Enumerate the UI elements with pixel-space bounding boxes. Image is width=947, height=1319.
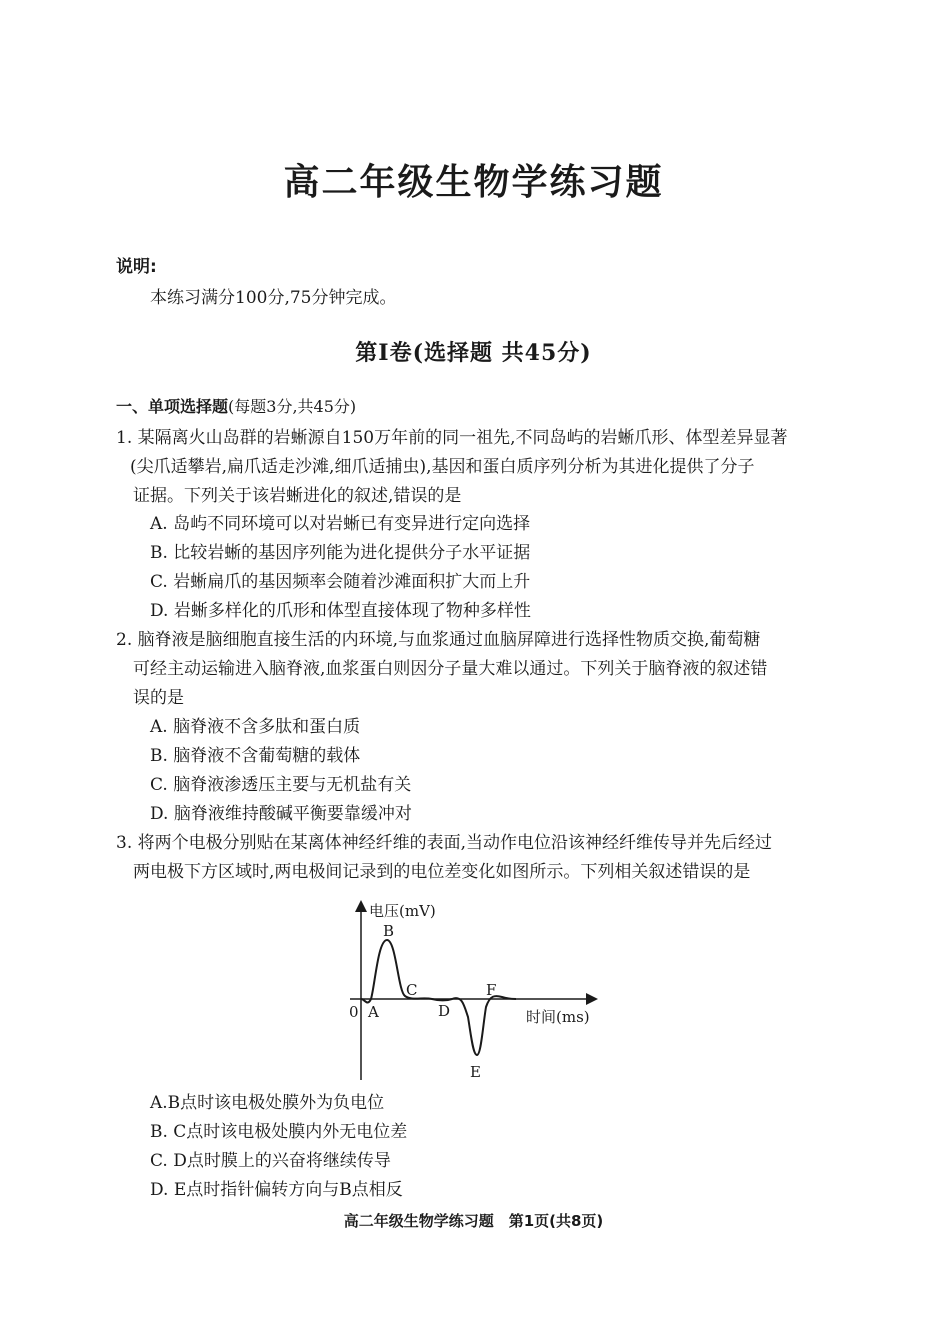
question-3-option-a: A.B点时该电极处膜外为负电位: [150, 1093, 385, 1113]
question-1-option-b: B. 比较岩蜥的基因序列能为进化提供分子水平证据: [150, 543, 531, 563]
page-footer: 高二年级生物学练习题 第1页(共8页): [343, 1212, 604, 1230]
point-b-label: B: [383, 922, 395, 940]
question-2-option-b: B. 脑脊液不含葡萄糖的载体: [150, 746, 361, 766]
question-2-line-2: 可经主动运输进入脑脊液,血浆蛋白则因分子量大难以通过。下列关于脑脊液的叙述错: [133, 659, 768, 679]
question-1-option-a: A. 岛屿不同环境可以对岩蜥已有变异进行定向选择: [150, 514, 531, 534]
part-heading: [116, 394, 356, 417]
question-2-option-c: C. 脑脊液渗透压主要与无机盐有关: [150, 775, 412, 795]
question-2-option-a: A. 脑脊液不含多肽和蛋白质: [150, 717, 361, 737]
question-2-option-d: D. 脑脊液维持酸碱平衡要靠缓冲对: [150, 804, 412, 824]
point-e-label: E: [470, 1063, 481, 1081]
part-label: 一、单项选择题: [116, 397, 229, 416]
x-axis-label: 时间(ms): [526, 1008, 590, 1026]
part-detail: (每题3分,共45分): [228, 397, 357, 416]
note-label: 说明:: [116, 257, 157, 277]
point-d-label: D: [438, 1002, 451, 1020]
point-c-label: C: [406, 981, 418, 999]
question-3-option-c: C. D点时膜上的兴奋将继续传导: [150, 1151, 391, 1171]
section-title: 第Ⅰ卷(选择题 共45分): [355, 340, 592, 366]
question-1-option-d: D. 岩蜥多样化的爪形和体型直接体现了物种多样性: [150, 601, 531, 621]
point-a-label: A: [368, 1003, 379, 1021]
point-f-label: F: [486, 981, 497, 999]
potential-curve-figure: [340, 895, 610, 1085]
question-1-option-c: C. 岩蜥扁爪的基因频率会随着沙滩面积扩大而上升: [150, 572, 531, 592]
question-1-line-3: 证据。下列关于该岩蜥进化的叙述,错误的是: [133, 486, 462, 506]
question-1-line-1: 1. 某隔离火山岛群的岩蜥源自150万年前的同一祖先,不同岛屿的岩蜥爪形、体型差异显著: [116, 428, 788, 448]
y-axis-label: 电压(mV): [369, 902, 436, 920]
question-3-line-2: 两电极下方区域时,两电极间记录到的电位差变化如图所示。下列相关叙述错误的是: [133, 862, 751, 882]
origin-label: 0: [349, 1003, 359, 1021]
question-3-option-d: D. E点时指针偏转方向与B点相反: [150, 1180, 403, 1200]
question-3-line-1: 3. 将两个电极分别贴在某离体神经纤维的表面,当动作电位沿该神经纤维传导并先后经过: [116, 833, 773, 853]
question-2-line-3: 误的是: [133, 688, 184, 708]
question-3-option-b: B. C点时该电极处膜内外无电位差: [150, 1122, 408, 1142]
page-title: 高二年级生物学练习题: [283, 162, 664, 203]
question-2-line-1: 2. 脑脊液是脑细胞直接生活的内环境,与血浆通过血脑屏障进行选择性物质交换,葡萄糖: [116, 630, 761, 650]
question-1-line-2: (尖爪适攀岩,扁爪适走沙滩,细爪适捕虫),基因和蛋白质序列分析为其进化提供了分子: [130, 457, 755, 477]
note-text: 本练习满分100分,75分钟完成。: [150, 288, 397, 308]
